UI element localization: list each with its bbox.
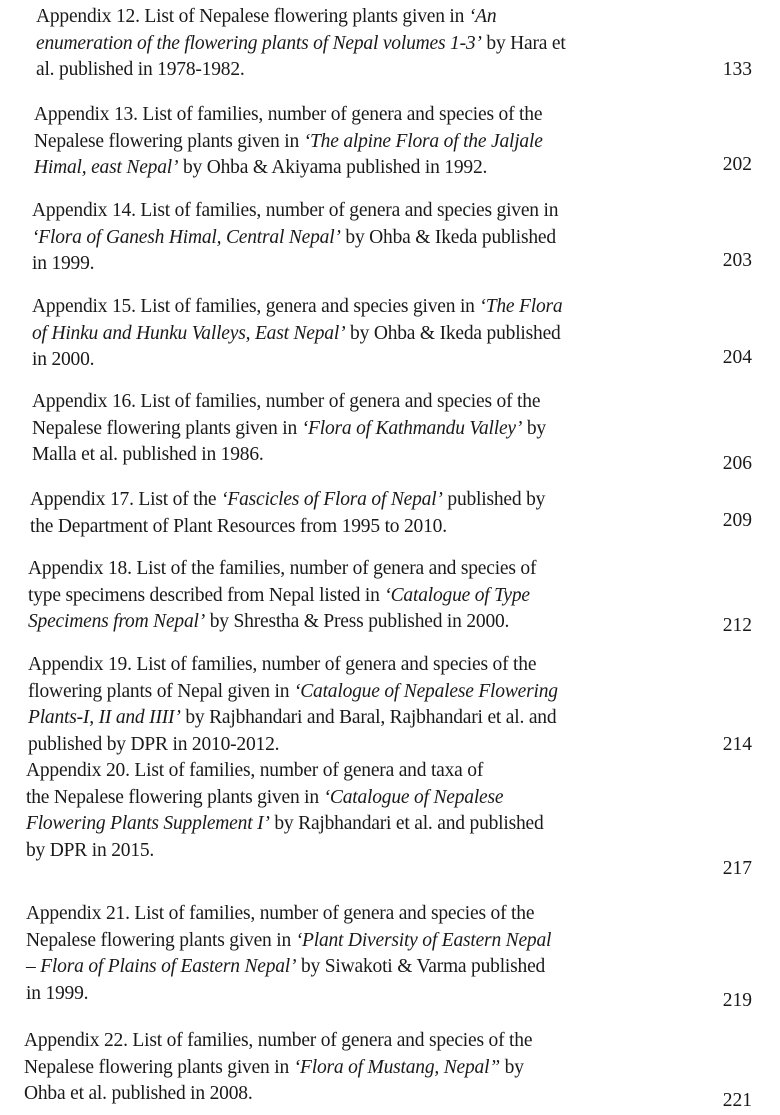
entry-line: Appendix 13. List of families, number of genera and species of the <box>34 104 543 125</box>
entry-line: the Nepalese flowering plants given in ‘Catalogue of Nepalese <box>26 786 504 808</box>
entry-line: Ohba et al. published in 2008. <box>24 1083 253 1104</box>
entry-text <box>32 294 562 374</box>
entry-line: Appendix 12. List of Nepalese flowering plants given in ‘An <box>36 6 497 27</box>
page-number: 212 <box>722 615 752 636</box>
page-number: 202 <box>722 154 752 175</box>
entry-line: flowering plants of Nepal given in ‘Catalogue of Nepalese Flowering <box>28 680 558 702</box>
entry-line: Nepalese flowering plants given in ‘Flora of Mustang, Nepal” by <box>24 1056 524 1078</box>
entry-line: Plants-I, II and IIII’ by Rajbhandari and Baral, Rajbhandari et al. and <box>28 707 557 728</box>
entry-line: Appendix 18. List of the families, number of genera and species of <box>28 558 537 579</box>
page-number: 214 <box>722 734 752 755</box>
entry-text <box>28 652 558 758</box>
entry-line: Appendix 20. List of families, number of genera and taxa of <box>26 760 484 781</box>
entry-line: by DPR in 2015. <box>26 839 155 861</box>
page-number: 203 <box>722 250 752 271</box>
entry-text <box>24 1028 532 1108</box>
entry-line: Specimens from Nepal’ by Shrestha & Press published in 2000. <box>28 611 510 632</box>
page-number: 133 <box>722 59 752 80</box>
entry-line: published by DPR in 2010-2012. <box>28 733 280 755</box>
entry-line: Appendix 17. List of the ‘Fascicles of Flora of Nepal’ published by <box>30 489 546 510</box>
entry-text <box>30 487 545 540</box>
entry-text <box>34 102 543 182</box>
entry-line: Appendix 19. List of families, number of genera and species of the <box>28 654 537 675</box>
entry-line: ‘Flora of Ganesh Himal, Central Nepal’ by Ohba & Ikeda published <box>32 226 556 248</box>
entry-line: Appendix 21. List of families, number of genera and species of the <box>26 903 535 924</box>
entry-line: – Flora of Plains of Eastern Nepal’ by Siwakoti & Varma published <box>26 956 546 977</box>
entry-text <box>26 901 551 1007</box>
entry-line: type specimens described from Nepal listed in ‘Catalogue of Type <box>28 584 530 606</box>
entry-text <box>32 198 558 278</box>
entry-line: Appendix 15. List of families, genera and species given in ‘The Flora <box>32 296 563 317</box>
entry-text <box>26 758 544 864</box>
entry-text <box>32 389 546 469</box>
page-number: 204 <box>722 347 752 368</box>
entry-line: Appendix 14. List of families, number of genera and species given in <box>32 200 559 221</box>
entry-line: the Department of Plant Resources from 1995 to 2010. <box>30 515 447 537</box>
entry-text <box>28 556 536 636</box>
page-number: 221 <box>722 1090 752 1111</box>
entry-line: Nepalese flowering plants given in ‘Flora of Kathmandu Valley’ by <box>32 417 546 439</box>
entry-line: in 2000. <box>32 349 95 370</box>
entry-line: Nepalese flowering plants given in ‘The alpine Flora of the Jaljale <box>34 130 543 152</box>
entry-line: Flowering Plants Supplement I’ by Rajbhandari et al. and published <box>26 813 544 834</box>
page-number: 209 <box>722 510 752 531</box>
entry-line: al. published in 1978-1982. <box>36 59 245 80</box>
page-number: 217 <box>722 858 752 879</box>
entry-line: of Hinku and Hunku Valleys, East Nepal’ by Ohba & Ikeda published <box>32 322 561 344</box>
entry-line: Nepalese flowering plants given in ‘Plant Diversity of Eastern Nepal <box>26 929 552 951</box>
entry-line: in 1999. <box>32 253 95 274</box>
entry-line: Himal, east Nepal’ by Ohba & Akiyama published in 1992. <box>34 157 488 178</box>
entry-text <box>36 4 566 84</box>
entry-line: in 1999. <box>26 982 89 1004</box>
entry-line: enumeration of the flowering plants of Nepal volumes 1-3’ by Hara et <box>36 32 566 54</box>
entry-line: Appendix 22. List of families, number of genera and species of the <box>24 1030 533 1051</box>
entry-line: Appendix 16. List of families, number of genera and species of the <box>32 391 541 412</box>
page-number: 219 <box>722 990 752 1011</box>
page-number: 206 <box>722 453 752 474</box>
entry-line: Malla et al. published in 1986. <box>32 444 264 465</box>
